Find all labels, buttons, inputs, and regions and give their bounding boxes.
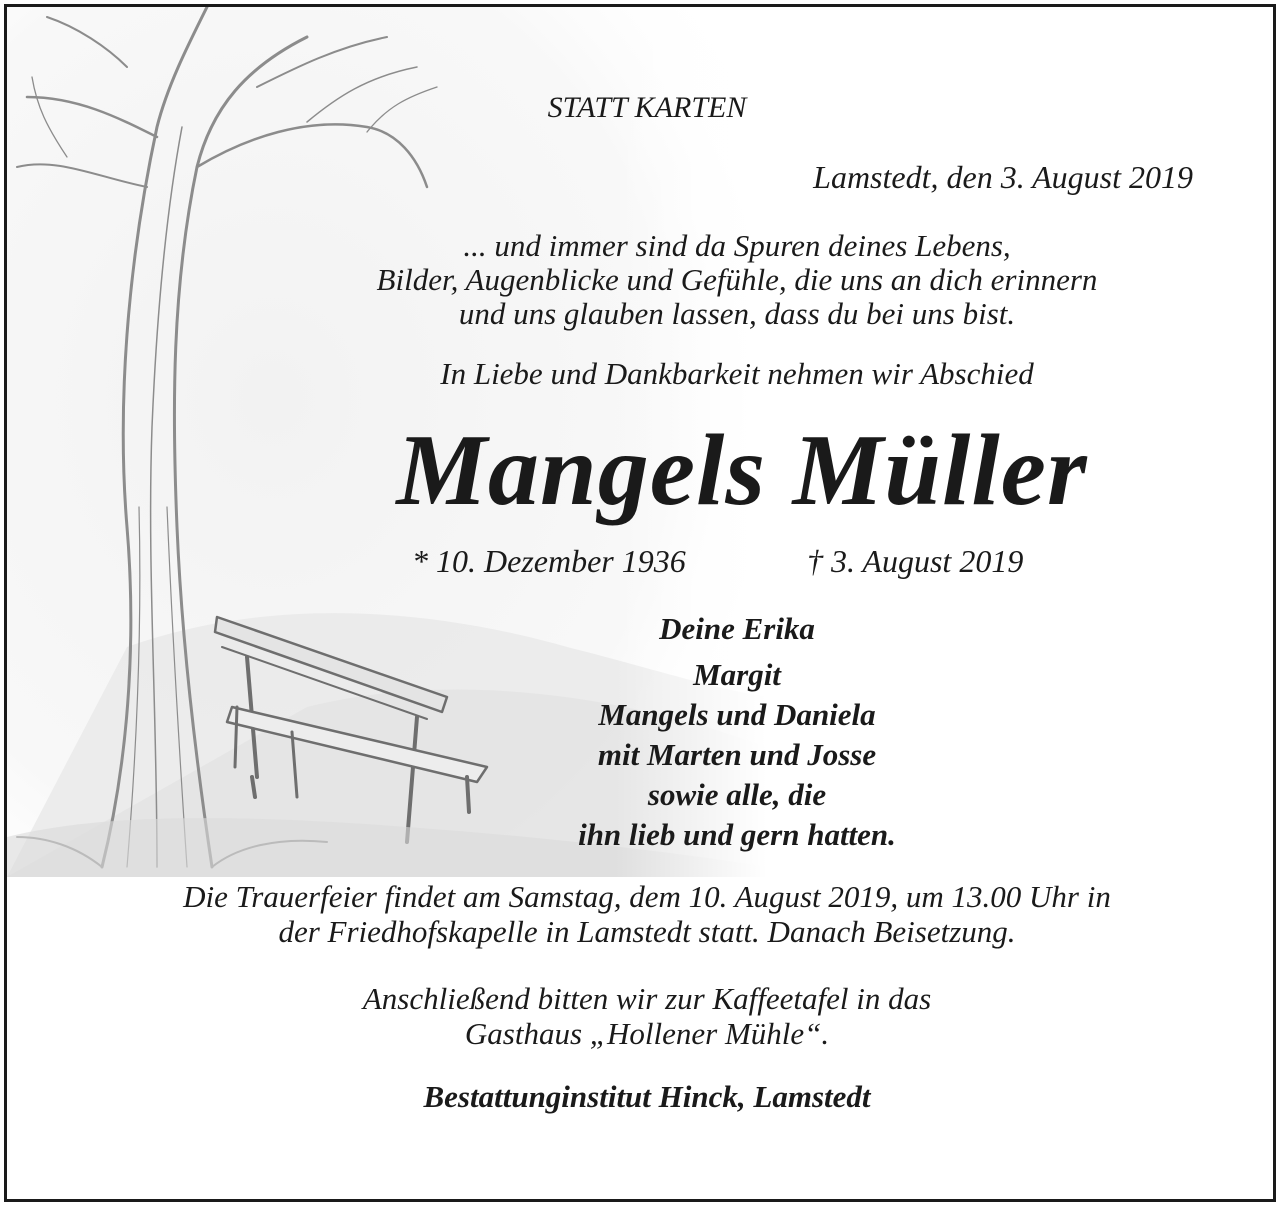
mourner-line: ihn lieb und gern hatten. [578, 817, 896, 852]
place-and-date: Lamstedt, den 3. August 2019 [813, 159, 1193, 195]
mourner-line: Deine Erika [659, 611, 815, 646]
mourner-line: mit Marten und Josse [597, 737, 877, 772]
quote-line: und uns glauben lassen, dass du bei uns bist. [458, 296, 1016, 331]
reception-line: Gasthaus „Hollener Mühle“. [464, 1016, 830, 1051]
deceased-name: Mangels Müller [396, 414, 1088, 527]
obituary-notice [4, 4, 1276, 1202]
undertaker-name: Bestattunginstitut Hinck, Lamstedt [423, 1079, 871, 1114]
service-info [47, 879, 1247, 949]
service-line: der Friedhofskapelle in Lamstedt statt. Danach Beisetzung. [278, 914, 1016, 949]
reception-info [47, 981, 1247, 1051]
mourners-list [437, 609, 1037, 855]
birth-date: * 10. Dezember 1936 [412, 543, 686, 579]
farewell-line: In Liebe und Dankbarkeit nehmen wir Abschied [440, 356, 1034, 391]
death-date: † 3. August 2019 [807, 543, 1024, 579]
notice-heading: STATT KARTEN [547, 91, 747, 124]
reception-line: Anschließend bitten wir zur Kaffeetafel in das [362, 981, 932, 1016]
mourner-line: Mangels und Daniela [598, 697, 876, 732]
mourner-line: sowie alle, die [647, 777, 827, 812]
service-line: Die Trauerfeier findet am Samstag, dem 10. August 2019, um 13.00 Uhr in [183, 879, 1111, 914]
mourner-line: Margit [693, 657, 781, 692]
quote-line: ... und immer sind da Spuren deines Lebens, [463, 228, 1011, 263]
quote [237, 229, 1237, 331]
quote-line: Bilder, Augenblicke und Gefühle, die uns an dich erinnern [376, 262, 1098, 297]
